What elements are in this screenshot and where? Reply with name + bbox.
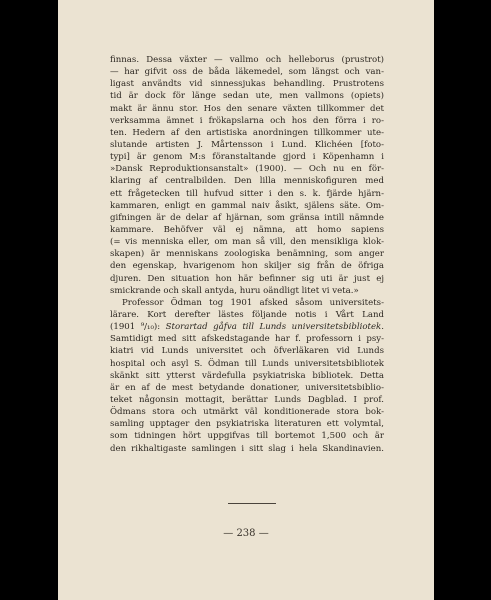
text-line: gifningen är de delar af hjärnan, som gränsa intill nämnde [110, 212, 384, 223]
text-line: skänkt sitt ytterst värdefulla psykiatriska bibliotek. Detta [110, 370, 384, 381]
text-line: finnas. Dessa växter — vallmo och helleborus (prustrot) [110, 55, 384, 65]
text-line: kammare. Behöfver väl ej nämna, att homo sapiens [110, 224, 384, 235]
text-line: Professor Ödman tog 1901 afsked såsom universitets- [122, 297, 384, 308]
book-page [58, 0, 434, 600]
text-line: Ödmans stora och utmärkt väl konditionerade stora bok- [110, 407, 384, 418]
text-line: (1901 ⁹/₁₀): Storartad gåfva till Lunds universitetsbibliotek. [110, 322, 384, 333]
body-text [110, 54, 384, 455]
text-line: ten. Hedern af den artistiska anordningen tillkommer ute- [110, 127, 384, 138]
text-line: makt är ännu stor. Hos den senare växten tillkommer det [110, 103, 384, 114]
divider-rule [228, 503, 276, 504]
text-line: samling upptager den psykiatriska literaturen ett volymtal, [110, 419, 384, 430]
text-line: klaring af centralbilden. Den lilla menniskofiguren med [110, 176, 384, 187]
text-line: teket någonsin mottagit, berättar Lunds Dagblad. I prof. [110, 394, 384, 405]
text-line: den egenskap, hvarigenom hon skiljer sig från de öfriga [110, 261, 384, 272]
text-line: ligast användts vid sinnessjukas behandling. Prustrotens [110, 79, 384, 90]
text-line: är en af de mest betydande donationer, universitetsbiblio- [110, 382, 384, 393]
text-line: som tidningen hört uppgifvas till bortemot 1,500 och är [110, 431, 384, 442]
text-line: djuren. Den situation hon här befinner sig uti är just ej [110, 273, 384, 284]
text-line: den rikhaltigaste samlingen i sitt slag i hela Skandinavien. [110, 443, 384, 454]
text-line: lärare. Kort derefter lästes följande notis i Vårt Land [110, 309, 384, 320]
text-line: ett frågetecken till hufvud sitter i den s. k. fjärde hjärn- [110, 188, 384, 199]
text-line: (= vis menniska eller, om man så vill, den mensikliga klok- [110, 237, 384, 248]
text-line: smickrande och skall antyda, huru oändligt litet vi veta.» [110, 285, 359, 296]
page-number: — 238 — [223, 528, 269, 539]
text-line: verksamma ämnet i frökapslarna och hos den förra i ro- [110, 115, 384, 126]
text-line: slutande artisten J. Mårtensson i Lund. Klichéen [foto- [110, 139, 384, 150]
text-line: typi] är genom M:s föranstaltande gjord i Köpenhamn i [110, 152, 384, 163]
text-line: kiatri vid Lunds universitet och öfverläkaren vid Lunds [110, 346, 384, 357]
text-line: — har gifvit oss de båda läkemedel, som längst och van- [110, 67, 384, 78]
text-line: skapen) är menniskans zoologiska benämning, som anger [110, 249, 384, 260]
text-line: hospital och asyl S. Ödman till Lunds universitetsbibliotek [110, 358, 384, 369]
text-line: Samtidigt med sitt afskedstagande har f. professorn i psy- [110, 334, 384, 345]
text-line: kammaren, enligt en gammal naiv åsikt, själens säte. Om- [110, 200, 384, 211]
text-line: tid är dock för länge sedan ute, men vallmons (opiets) [110, 91, 384, 102]
text-line: »Dansk Reproduktionsanstalt» (1900). — Och nu en för- [110, 164, 384, 175]
